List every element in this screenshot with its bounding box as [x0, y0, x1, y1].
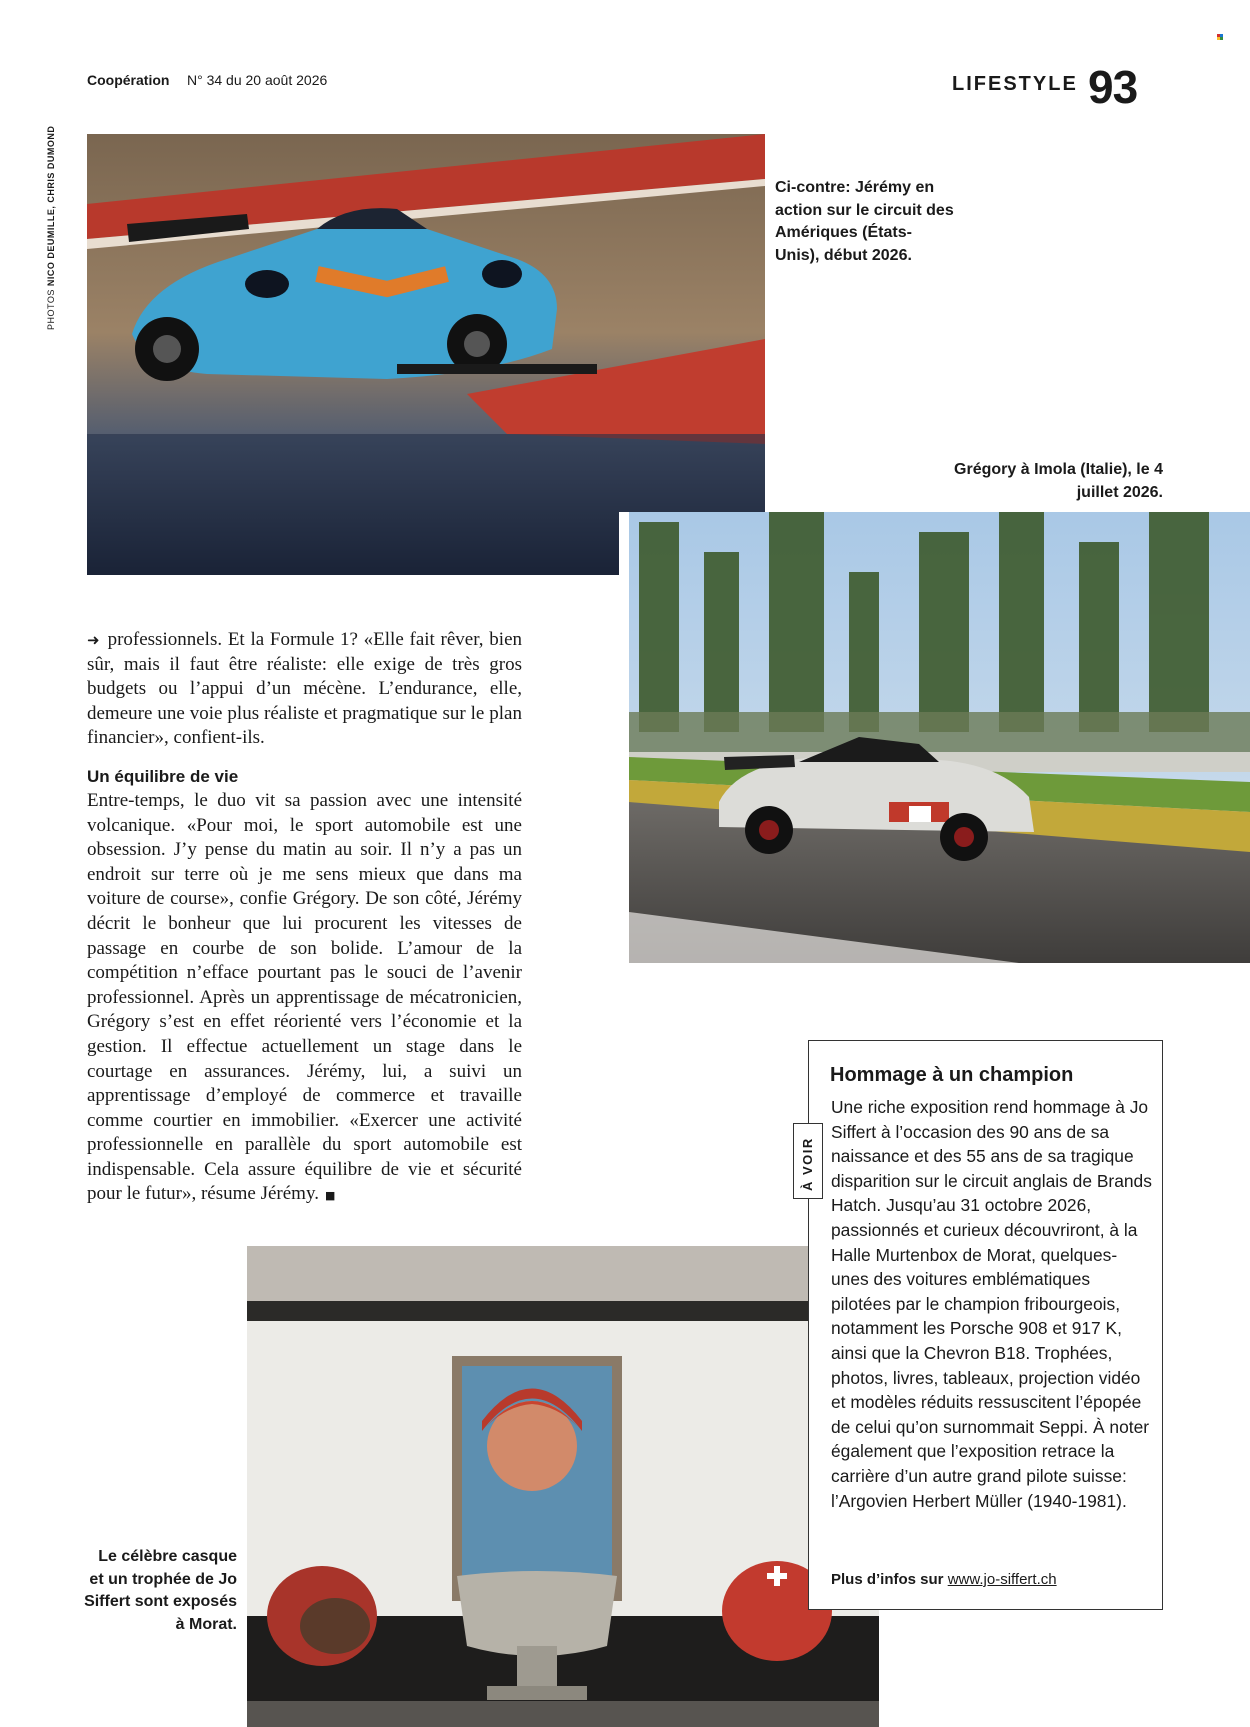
article-subheading: Un équilibre de vie [87, 766, 239, 786]
photo-credit-names: NICO DEUMILLE, CHRIS DUMOND [46, 125, 56, 287]
caption-top-photo: Ci-contre: Jérémy en action sur le circuit des Amériques (États-Unis), début 2026. [775, 179, 954, 264]
arrow-right-icon: ➜ [87, 631, 100, 649]
photo-siffert-helmets-trophy [247, 1246, 879, 1727]
website-link[interactable]: www.jo-siffert.ch [947, 1571, 1057, 1588]
photo-imola-race-car [619, 512, 1250, 963]
caption-bottom-photo: Le célèbre casque et un trophée de Jo Siffert sont exposés à Morat. [84, 1548, 237, 1633]
issue-info: N° 34 du 20 août 2026 [187, 72, 328, 88]
paragraph-text: Entre-temps, le duo vit sa passion avec une intensité volcanique. «Pour moi, le sport automobile est une obsession. J’y pense du matin au soir. Il n’y a pas un endroit sur terre où je me sens mieux que dans ma voiture de course», confie Grégory. De son côté, Jérémy décrit le bonheur que lui procurent les vitesses de passage en courbe de son bolide. L’amour de la compétition n’efface pourtant pas le souci de l’avenir professionnel. Après un apprentissage de mécatronicien, Grégory s’est en effet réorienté vers l’économie et la gestion. Il effectue actuellement un stage dans le courtage en assurances. Jérémy, lui, a suivi un apprentissage d’employé de commerce et travaille comme courtier en immobilier. «Exercer une activité professionnelle en parallèle du sport automobile est indispensable. Cela assure équilibre de vie et sécurité pour le futur», résume Jérémy. [87, 789, 522, 1205]
photo-credit-label: PHOTOS [46, 289, 56, 330]
page-number: 93 [1088, 61, 1138, 113]
article-paragraph [87, 628, 522, 751]
publication-name: Coopération [87, 72, 170, 88]
info-box-text: Une riche exposition rend hommage à Jo Siffert à l’occasion des 90 ans de sa naissance et des 55 ans de sa tragique disparition sur le circuit anglais de Brands Hatch. Jusqu’au 31 octobre 2026, passionnés et curieux découvriront, à la Halle Murtenbox de Morat, quelques-unes des voitures emblématiques pilotées par le champion fribourgeois, notamment les Porsche 908 et 917 K, ainsi que la Chevron B18. Trophées, photos, livres, tableaux, projection vidéo et modèles réduits ressuscitent l’épopée de celui qu’on surnommait Seppi. À noter également que l’exposition retrace la carrière d’un autre grand pilote suisse: l’Argovien Herbert Müller (1940-1981). [831, 1097, 1152, 1511]
info-box-more [831, 1571, 1057, 1588]
article-body [87, 628, 522, 1209]
photo-blue-race-car [87, 134, 765, 575]
article-paragraph [87, 789, 522, 1209]
end-square-icon: ■ [324, 1189, 336, 1203]
photo-credit [46, 126, 56, 330]
paragraph-text: professionnels. Et la Formule 1? «Elle fait rêver, bien sûr, mais il faut être réaliste: elle exige de très gros budgets ou l’appui d’un mécène. L’endurance, elle, demeure une voie plus réaliste et pragmatique sur le plan financier», confient-ils. [87, 629, 522, 749]
info-box-tag-label: À VOIR [800, 1137, 815, 1191]
more-info-label: Plus d’infos sur [831, 1571, 944, 1588]
caption-middle-photo: Grégory à Imola (Italie), le 4 juillet 2026. [954, 461, 1163, 501]
section-title: LIFESTYLE [952, 73, 1078, 95]
color-registration-mark [1217, 34, 1223, 40]
info-box-title: Hommage à un champion [830, 1064, 1074, 1086]
